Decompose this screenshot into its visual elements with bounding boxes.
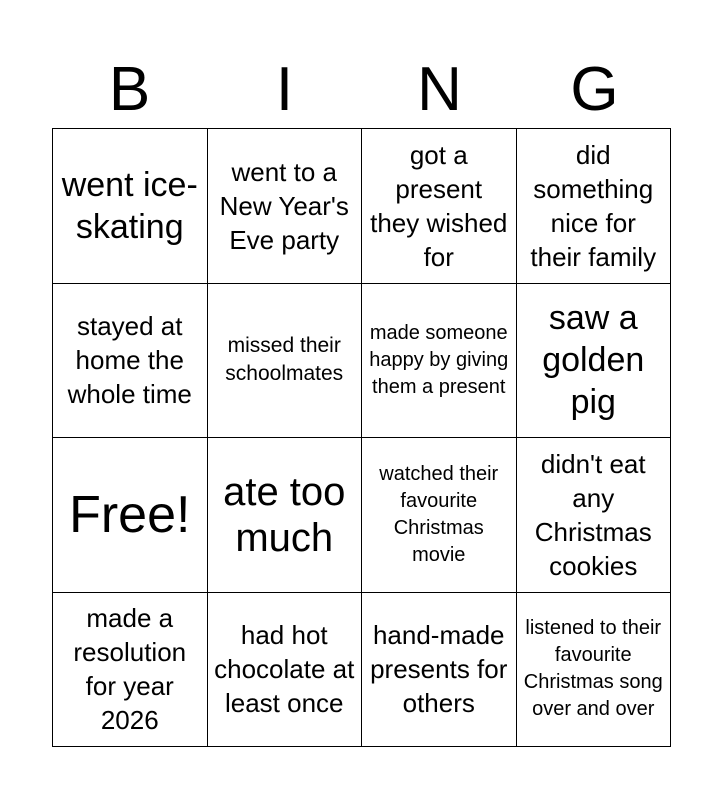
bingo-cell[interactable] xyxy=(362,284,517,439)
bingo-cell[interactable] xyxy=(208,284,363,439)
bingo-board xyxy=(52,128,671,747)
bingo-header xyxy=(52,52,672,128)
cell-text: had hot chocolate at least once xyxy=(214,620,355,719)
header-letter-g: G xyxy=(570,55,619,124)
cell-text: missed their schoolmates xyxy=(225,334,344,386)
bingo-cell[interactable] xyxy=(208,593,363,748)
cell-text: listened to their favourite Christmas song over and over xyxy=(523,617,663,721)
header-letter-n: N xyxy=(417,55,462,124)
bingo-cell[interactable] xyxy=(362,593,517,748)
cell-text: did something nice for their family xyxy=(530,139,657,272)
cell-text: ate too much xyxy=(223,469,346,560)
bingo-cell[interactable] xyxy=(208,129,363,284)
bingo-cell[interactable] xyxy=(517,284,672,439)
bingo-cell[interactable] xyxy=(53,593,208,748)
cell-text: didn't eat any Christmas cookies xyxy=(534,448,652,581)
header-letter-i: I xyxy=(275,55,294,124)
header-letter-b: B xyxy=(108,55,151,124)
bingo-cell[interactable] xyxy=(517,129,672,284)
cell-text: went to a New Year's Eve party xyxy=(219,156,349,255)
bingo-cell[interactable] xyxy=(53,284,208,439)
cell-text: got a present they wished for xyxy=(370,139,508,272)
bingo-cell[interactable] xyxy=(362,129,517,284)
free-space-cell[interactable] xyxy=(53,438,208,593)
bingo-cell[interactable] xyxy=(517,438,672,593)
cell-text: saw a golden pig xyxy=(542,299,645,422)
free-space-text: Free! xyxy=(69,485,191,544)
cell-text: made someone happy by giving them a present xyxy=(369,321,509,398)
bingo-cell[interactable] xyxy=(208,438,363,593)
cell-text: went ice-skating xyxy=(61,165,198,246)
bingo-cell[interactable] xyxy=(362,438,517,593)
cell-text: watched their favourite Christmas movie xyxy=(379,462,499,566)
cell-text: hand-made presents for others xyxy=(370,620,508,719)
bingo-cell[interactable] xyxy=(53,129,208,284)
cell-text: made a resolution for year 2026 xyxy=(73,603,187,736)
bingo-cell[interactable] xyxy=(517,593,672,748)
cell-text: stayed at home the whole time xyxy=(67,311,192,410)
